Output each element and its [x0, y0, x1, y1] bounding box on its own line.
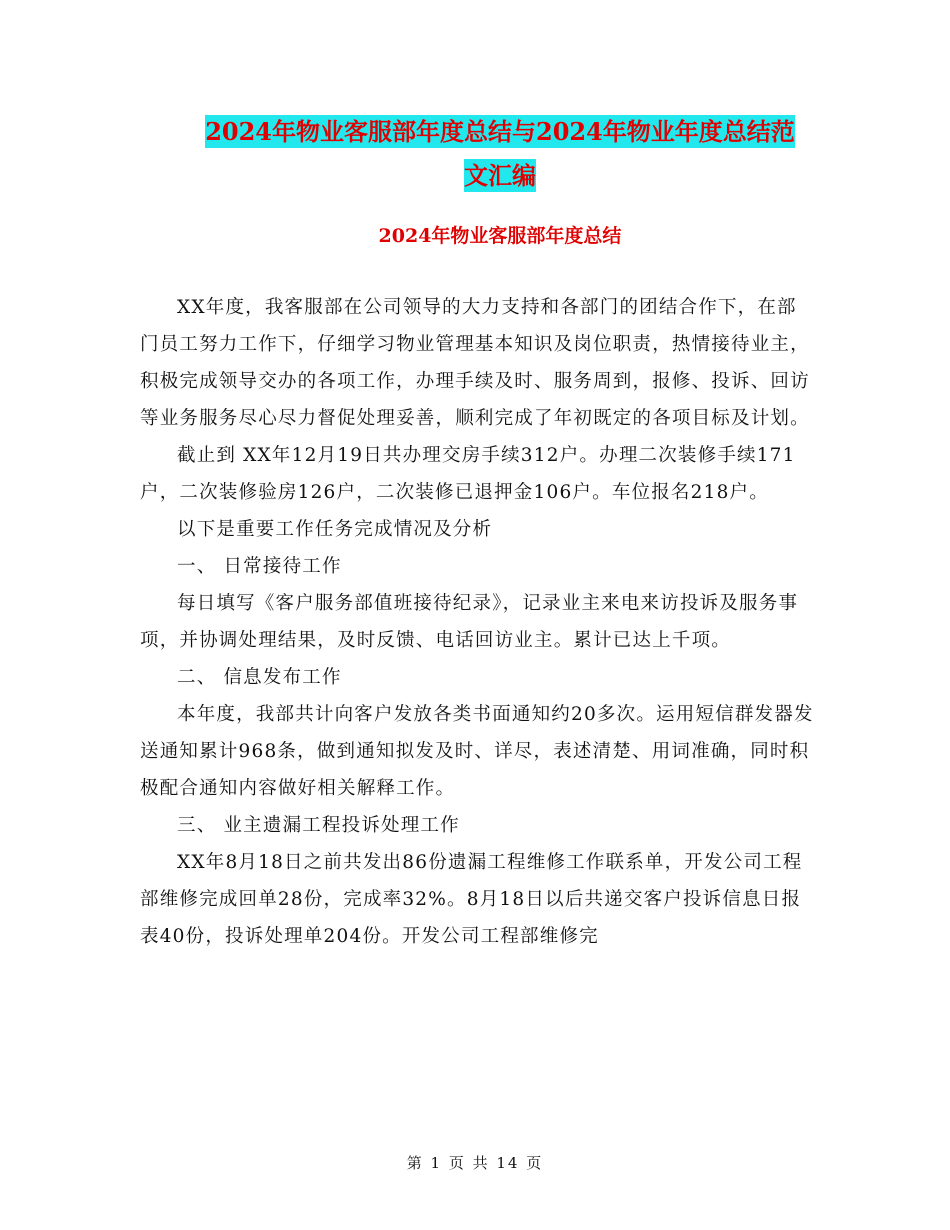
heading-omitted-works: 三、 业主遗漏工程投诉处理工作 — [177, 815, 460, 836]
paragraph-daily-reception: 每日填写《客户服务部值班接待纪录》，记录业主来电来访投诉及服务事项，并协调处理结果，及时反馈、电话回访业主。累计已达上千项。 — [140, 593, 799, 651]
document-title-line-2: 文汇编 — [464, 161, 536, 190]
paragraph-information-release: 本年度，我部共计向客户发放各类书面通知约20多次。运用短信群发器发送通知累计968条，做到通知拟发及时、详尽，表述清楚、用词准确，同时积极配合通知内容做好相关解释工作。 — [140, 704, 814, 799]
heading-information-release: 二、 信息发布工作 — [177, 667, 342, 688]
page-footer: 第 1 页 共 14 页 — [406, 1154, 544, 1172]
document-body — [140, 289, 815, 955]
document-title — [140, 110, 860, 198]
paragraph-omitted-works: XX年8月18日之前共发出86份遗漏工程维修工作联系单，开发公司工程部维修完成回单28份，完成率32%。8月18日以后共递交客户投诉信息日报表40份，投诉处理单204份。开发公司工程部维修完 — [140, 852, 803, 947]
paragraph-statistics: 截止到 XX年12月19日共办理交房手续312户。办理二次装修手续171户，二次装修验房126户，二次装修已退押金106户。车位报名218户。 — [140, 445, 796, 503]
document-title-line-1: 2024年物业客服部年度总结与2024年物业年度总结范 — [205, 117, 795, 146]
heading-daily-reception: 一、 日常接待工作 — [177, 556, 342, 577]
paragraph-intro: XX年度，我客服部在公司领导的大力支持和各部门的团结合作下，在部门员工努力工作下，仔细学习物业管理基本知识及岗位职责，热情接待业主，积极完成领导交办的各项工作，办理手续及时、服务周到，报修、投诉、回访等业务服务尽心尽力督促处理妥善，顺利完成了年初既定的各项目标及计划。 — [140, 297, 810, 429]
section-title: 2024年物业客服部年度总结 — [378, 225, 622, 247]
paragraph-overview: 以下是重要工作任务完成情况及分析 — [177, 519, 493, 540]
